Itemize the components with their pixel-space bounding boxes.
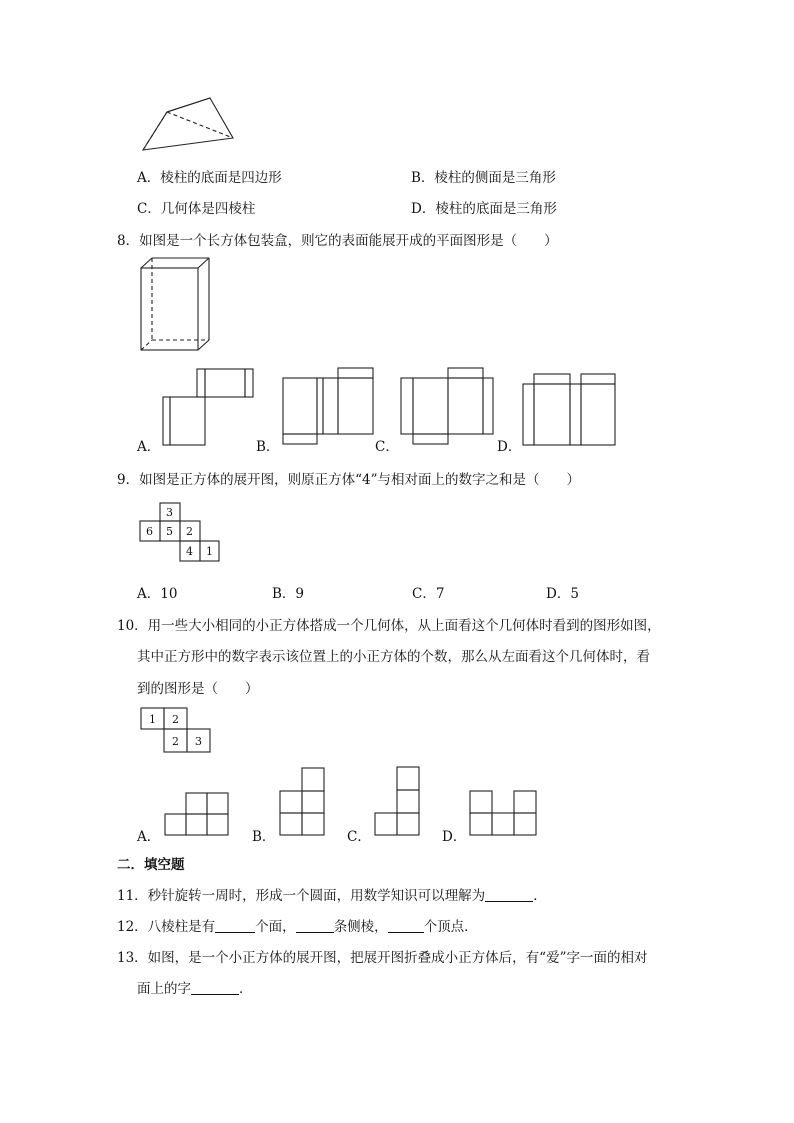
net-digit: 2 [186,525,193,538]
q8-label-a[interactable]: A． [137,439,161,455]
q13-line-2 [137,977,253,997]
q10-line-1: 10．用一些大小相同的小正方体搭成一个几何体，从上面看这个几何体时看到的图形如图， [117,618,661,634]
q10-view-b[interactable] [280,768,324,835]
net-digit: 4 [186,545,193,558]
grid-digit: 3 [195,735,202,748]
q10-label-b[interactable]: B． [252,829,276,845]
q9-option-a[interactable]: A．10 [137,586,178,602]
q13-blank[interactable] [191,980,239,995]
q10-label-a[interactable]: A． [137,829,161,845]
q8-label-b[interactable]: B． [256,439,280,455]
option-letter: C． [137,201,161,217]
view-cell [280,813,302,835]
q9-stem: 9．如图是正方体的展开图，则原正方体“4”与相对面上的数字之和是（ ） [117,472,580,488]
q10-view-a[interactable] [165,793,228,835]
net-digit: 3 [166,506,173,519]
view-cell [280,791,302,813]
q13-text: 面上的字 [137,981,191,997]
q10-view-c[interactable] [375,767,419,835]
view-cell [207,793,228,814]
view-cell [470,813,492,835]
q12-blank-vertices[interactable] [388,918,424,933]
q9-option-c[interactable]: C．7 [412,586,445,602]
q10-label-d[interactable]: D． [442,829,467,845]
q12-text-4: 个顶点． [423,919,478,935]
grid-digit: 2 [172,735,179,748]
option-text: 棱柱的底面是三角形 [435,201,557,217]
q12-text-2: 个面， [255,919,296,935]
q8-label-d[interactable]: D． [497,439,522,455]
option-letter: B． [411,170,435,186]
q10-view-d[interactable] [470,791,536,835]
q11-blank[interactable] [485,887,533,902]
net-digit: 5 [166,525,173,538]
net-digit: 6 [146,525,153,538]
q10-line-2: 其中正方形中的数字表示该位置上的小正方体的个数，那么从左面看这个几何体时，看 [137,649,650,665]
q12-text-3: 条侧棱， [333,919,388,935]
q11-text: 11．秒针旋转一周时，形成一个圆面，用数学知识可以理解为 [117,888,486,904]
net-digit: 1 [206,545,213,558]
view-cell [165,814,186,835]
view-cell [514,813,536,835]
option-text: 棱柱的底面是四边形 [160,170,282,186]
view-cell [397,813,419,835]
q12-blank-edges[interactable] [296,918,334,933]
q8-label-c[interactable]: C． [375,439,399,455]
q11 [117,884,547,904]
option-text: 棱柱的侧面是三角形 [434,170,556,186]
view-cell [492,813,514,835]
q13-line-1: 13．如图，是一个小正方体的展开图，把展开图折叠成小正方体后，有“爱”字一面的相对 [117,950,648,966]
q9-option-b[interactable]: B．9 [272,586,305,602]
q13-end: ． [239,981,253,997]
grid-digit: 2 [172,713,179,726]
view-cell [302,813,324,835]
view-cell [302,791,324,813]
view-cell [186,793,207,814]
view-cell [397,767,419,790]
view-cell [397,790,419,813]
q12 [117,915,478,935]
view-cell [186,814,207,835]
view-cell [207,814,228,835]
option-letter: A． [137,170,161,186]
q12-blank-faces[interactable] [215,918,255,933]
q12-text-1: 12．八棱柱是有 [117,919,216,935]
view-cell [514,791,536,813]
q10-label-c[interactable]: C． [347,829,371,845]
view-cell [470,791,492,813]
q10-line-3: 到的图形是（ ） [137,681,259,697]
q8-stem: 8．如图是一个长方体包装盒，则它的表面能展开成的平面图形是（ ） [117,233,558,249]
option-text: 几何体是四棱柱 [160,201,256,217]
view-cell [375,813,397,835]
grid-digit: 1 [149,713,156,726]
section-title: 二．填空题 [117,857,185,873]
q11-end: ． [533,888,547,904]
option-letter: D． [411,201,436,217]
q9-option-d[interactable]: D．5 [546,586,579,602]
view-cell [302,768,324,791]
